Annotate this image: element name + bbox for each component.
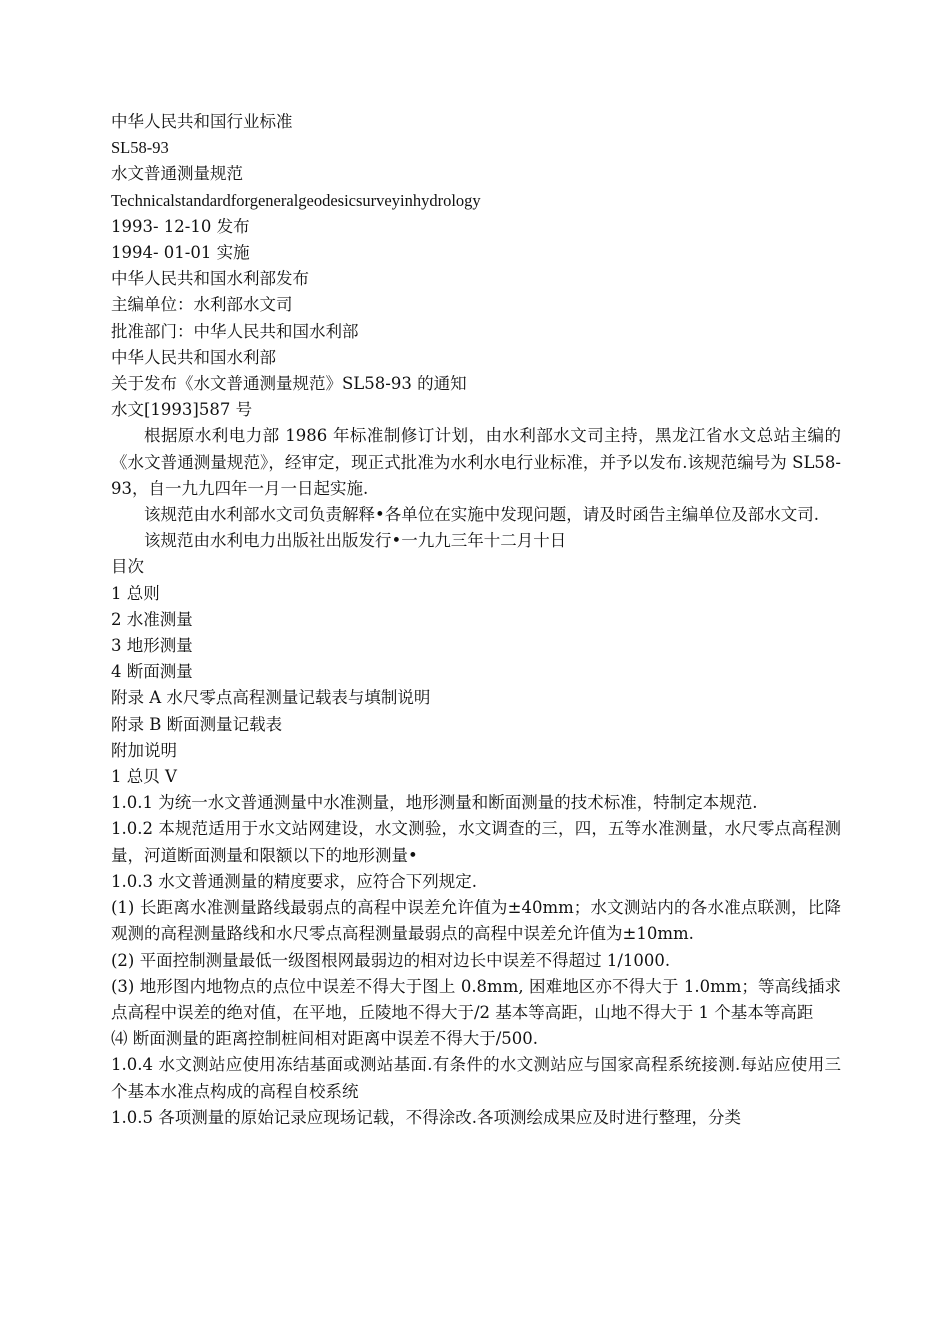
toc-item: 附加说明 (111, 740, 177, 760)
toc-item: 3 地形测量 (111, 636, 193, 656)
clause: 1.0.5 各项测量的原始记录应现场记载，不得涂改.各项测绘成果应及时进行整理，分类 (111, 1107, 741, 1127)
standard-type: 中华人民共和国行业标准 (111, 112, 293, 131)
notice-ministry: 中华人民共和国水利部 (111, 347, 276, 367)
document-page (111, 109, 841, 1131)
title-en: Technicalstandardforgeneralgeodesicsurveyinhydrology (111, 190, 481, 210)
toc-item: 4 断面测量 (111, 662, 193, 682)
notice-paragraph: 该规范由水利部水文司负责解释•各单位在实施中发现问题，请及时函告主编单位及部水文司. (144, 505, 819, 525)
notice-paragraph: 该规范由水利电力出版社出版发行•一九九三年十二月十日 (144, 531, 567, 551)
clause: (1) 长距离水准测量路线最弱点的高程中误差允许值为±40mm；水文测站内的各水准点联测，比降观测的高程测量路线和水尺零点高程测量最弱点的高程中误差允许值为±10mm. (111, 898, 841, 944)
toc-item: 附录 B 断面测量记载表 (111, 714, 283, 734)
clause: (2) 平面控制测量最低一级图根网最弱边的相对边长中误差不得超过 1/1000. (111, 950, 671, 970)
issue-date: 1993- 12-10 发布 (111, 216, 250, 236)
notice-doc-number: 水文[1993]587 号 (111, 400, 253, 420)
chief-editor: 主编单位：水利部水文司 (111, 295, 293, 315)
toc-heading: 目次 (111, 557, 144, 577)
notice-paragraph: 根据原水利电力部 1986 年标准制修订计划，由水利部水文司主持，黑龙江省水文总站主编的《水文普通测量规范》，经审定，现正式批准为水利水电行业标准，并予以发布.该规范编号为 SL58-93，自一九九四年一月一日起实施. (111, 426, 841, 498)
publisher: 中华人民共和国水利部发布 (111, 269, 309, 289)
approver: 批准部门：中华人民共和国水利部 (111, 321, 359, 341)
clause: (3) 地形图内地物点的点位中误差不得大于图上 0.8mm, 困难地区亦不得大于 1.0mm；等高线插求点高程中误差的绝对值，在平地，丘陵地不得大于/2 基本等高距，山地不得大于 1 个基本等高距 (111, 976, 841, 1022)
notice-title: 关于发布《水文普通测量规范》SL58-93 的通知 (111, 374, 467, 394)
toc-item: 2 水准测量 (111, 609, 193, 629)
toc-item: 附录 A 水尺零点高程测量记载表与填制说明 (111, 688, 431, 708)
effective-date: 1994- 01-01 实施 (111, 243, 250, 263)
clause: ⑷ 断面测量的距离控制桩间相对距离中误差不得大于/500. (111, 1029, 539, 1049)
toc-item: 1 总则 (111, 583, 160, 603)
section-heading: 1 总贝 V (111, 767, 177, 787)
clause: 1.0.3 水文普通测量的精度要求，应符合下列规定. (111, 871, 477, 891)
clause: 1.0.1 为统一水文普通测量中水准测量，地形测量和断面测量的技术标准，特制定本规范. (111, 793, 758, 813)
clause: 1.0.2 本规范适用于水文站网建设，水文测验，水文调查的三，四，五等水准测量，水尺零点高程测量，河道断面测量和限额以下的地形测量• (111, 819, 841, 865)
title-cn: 水文普通测量规范 (111, 164, 243, 184)
standard-code: SL58-93 (111, 138, 169, 158)
clause: 1.0.4 水文测站应使用冻结基面或测站基面.有条件的水文测站应与国家高程系统接测.每站应使用三个基本水准点构成的高程自校系统 (111, 1055, 841, 1101)
